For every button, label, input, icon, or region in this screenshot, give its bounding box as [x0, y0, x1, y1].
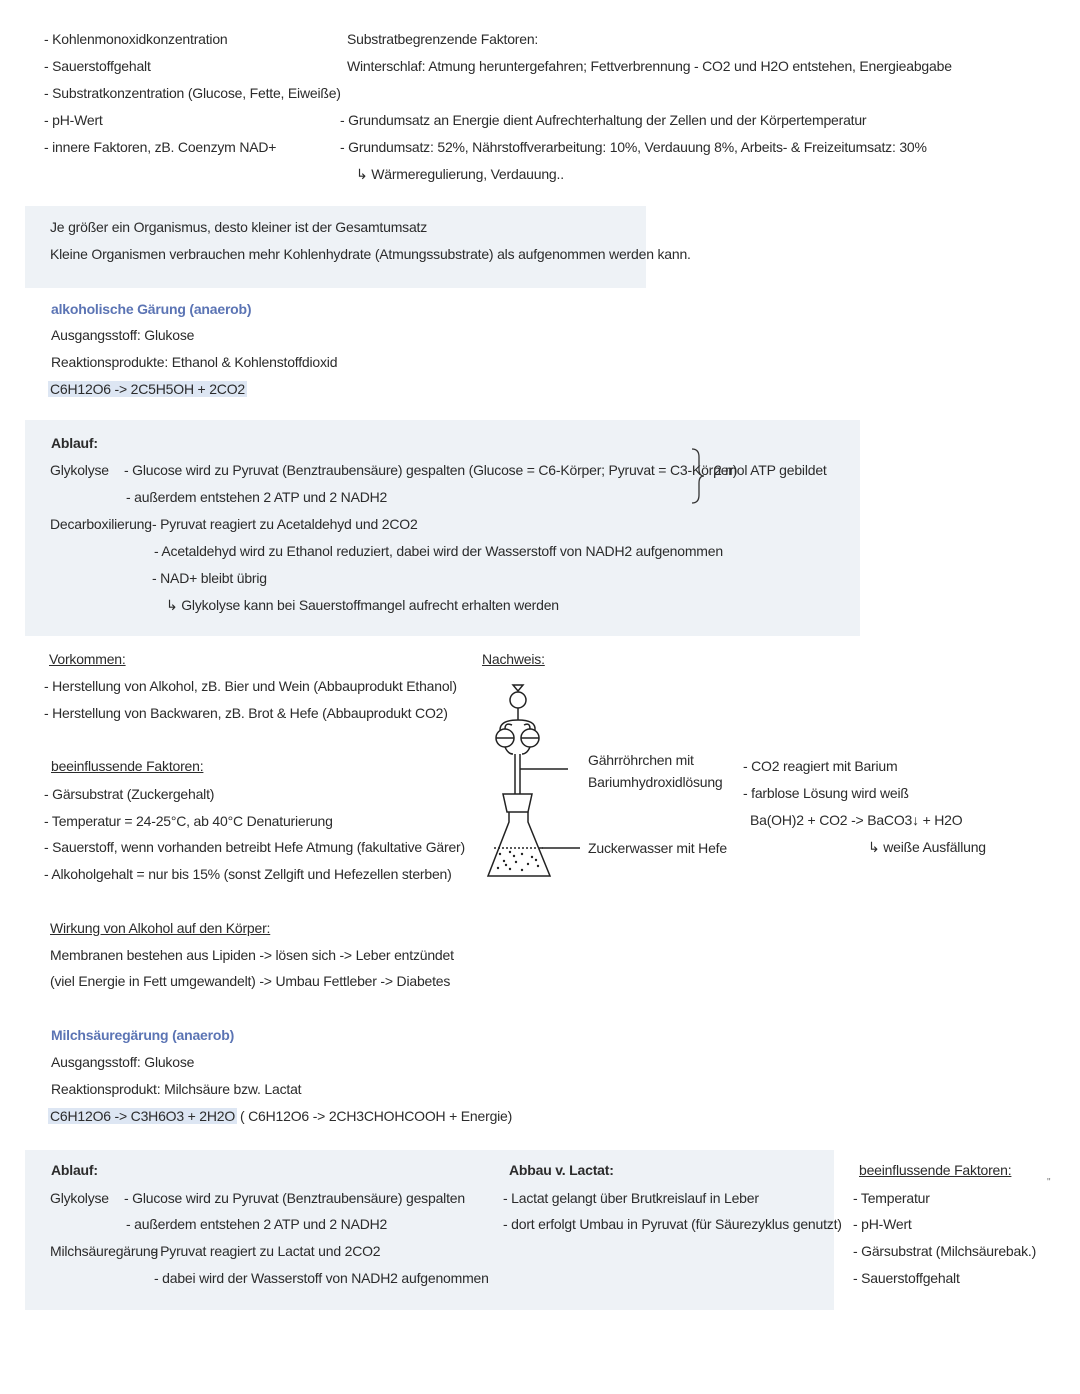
fermentation-apparatus-icon	[480, 680, 580, 885]
factor-item: - pH-Wert	[44, 112, 103, 128]
glykolyse-label: Glykolyse	[50, 462, 109, 478]
factor-item: - Kohlenmonoxidkonzentration	[44, 31, 228, 47]
nachweis-title: Nachweis:	[482, 651, 545, 667]
note-line-2: Kleine Organismen verbrauchen mehr Kohlenhydrate (Atmungssubstrate) als aufgenommen werden kann.	[50, 246, 691, 262]
milchsaeure-step-2: - dabei wird der Wasserstoff von NADH2 aufgenommen	[154, 1270, 489, 1286]
wirkung-title: Wirkung von Alkohol auf den Körper:	[50, 920, 271, 936]
reaction-line-2: - farblose Lösung wird weiß	[743, 785, 909, 801]
grundumsatz-text-1: - Grundumsatz an Energie dient Aufrechterhaltung der Zellen und der Körpertemperatur	[340, 112, 867, 128]
decarb-step-4: ↳ Glykolyse kann bei Sauerstoffmangel aufrecht erhalten werden	[166, 597, 559, 613]
reaction-formula: Ba(OH)2 + CO2 -> BaCO3↓ + H2O	[750, 812, 963, 828]
faktoren-item: - Gärsubstrat (Zuckergehalt)	[44, 786, 215, 802]
reaction-result: ↳ weiße Ausfällung	[868, 839, 986, 855]
stray-mark: "	[1047, 1177, 1051, 1188]
winterschlaf-text: Winterschlaf: Atmung heruntergefahren; Fettverbrennung - CO2 und H2O entstehen, Energieabgabe	[347, 58, 952, 74]
faktoren-item: - Sauerstoffgehalt	[853, 1270, 960, 1286]
vorkommen-title: Vorkommen:	[49, 651, 126, 667]
label-flask: Zuckerwasser mit Hefe	[588, 840, 727, 856]
faktoren-item: - pH-Wert	[853, 1216, 912, 1232]
atp-note: 2 mol ATP gebildet	[714, 462, 827, 478]
decarb-step-2: - Acetaldehyd wird zu Ethanol reduziert, dabei wird der Wasserstoff von NADH2 aufgenommen	[154, 543, 723, 559]
section-heading-alkohol: alkoholische Gärung (anaerob)	[51, 301, 252, 317]
section-heading-milchsaeure: Milchsäuregärung (anaerob)	[51, 1027, 235, 1043]
decarb-label: Decarboxilierung	[50, 516, 152, 532]
milchsaeure-step-1: - Pyruvat reagiert zu Lactat und 2CO2	[152, 1243, 381, 1259]
factor-item: - Substratkonzentration (Glucose, Fette, Eiweiße)	[44, 85, 341, 101]
milch-formel: C6H12O6 -> C3H6O3 + 2H2O	[50, 1108, 236, 1124]
return-arrow-icon: ↳	[166, 597, 182, 613]
glykolyse-step-2: - außerdem entstehen 2 ATP und 2 NADH2	[126, 1216, 388, 1232]
milch-ausgang: Ausgangsstoff: Glukose	[51, 1054, 195, 1070]
alk-formel: C6H12O6 -> 2C5H5OH + 2CO2	[50, 381, 245, 397]
abbau-line-2: - dort erfolgt Umbau in Pyruvat (für Säurezyklus genutzt)	[503, 1216, 842, 1232]
faktoren-item: - Sauerstoff, wenn vorhanden betreibt Hefe Atmung (fakultative Gärer)	[44, 839, 465, 855]
return-arrow-icon: ↳	[356, 166, 372, 182]
milch-formel-2: ( C6H12O6 -> 2CH3CHOHCOOH + Energie)	[240, 1108, 513, 1124]
wirkung-line-2: (viel Energie in Fett umgewandelt) -> Umbau Fettleber -> Diabetes	[50, 973, 451, 989]
label-tube-2: Bariumhydroxidlösung	[588, 774, 723, 790]
decarb-step-1: - Pyruvat reagiert zu Acetaldehyd und 2CO2	[152, 516, 418, 532]
substrate-title: Substratbegrenzende Faktoren:	[347, 31, 539, 47]
alk-ausgang: Ausgangsstoff: Glukose	[51, 327, 195, 343]
faktoren-item: - Temperatur	[853, 1190, 930, 1206]
wirkung-line-1: Membranen bestehen aus Lipiden -> lösen sich -> Leber entzündet	[50, 947, 454, 963]
alk-produkte: Reaktionsprodukte: Ethanol & Kohlenstoffdioxid	[51, 354, 338, 370]
milch-produkt: Reaktionsprodukt: Milchsäure bzw. Lactat	[51, 1081, 302, 1097]
faktoren-title: beeinflussende Faktoren:	[51, 758, 204, 774]
note-line-1: Je größer ein Organismus, desto kleiner ist der Gesamtumsatz	[50, 219, 428, 235]
return-arrow-icon: ↳	[868, 839, 884, 855]
faktoren-item: - Alkoholgehalt = nur bis 15% (sonst Zellgift und Hefezellen sterben)	[44, 866, 452, 882]
ablauf-title: Ablauf:	[51, 1162, 98, 1178]
milchsaeure-label: Milchsäuregärung	[50, 1243, 159, 1259]
faktoren-item: - Gärsubstrat (Milchsäurebak.)	[853, 1243, 1037, 1259]
curly-brace	[690, 447, 706, 505]
glykolyse-label: Glykolyse	[50, 1190, 109, 1206]
glykolyse-step-1: - Glucose wird zu Pyruvat (Benztraubensäure) gespalten	[124, 1190, 465, 1206]
faktoren-item: - Temperatur = 24-25°C, ab 40°C Denaturierung	[44, 813, 333, 829]
grundumsatz-text-2: - Grundumsatz: 52%, Nährstoffverarbeitung: 10%, Verdauung 8%, Arbeits- & Freizeitumsatz: 30%	[340, 139, 927, 155]
reaction-line-1: - CO2 reagiert mit Barium	[743, 758, 898, 774]
abbau-line-1: - Lactat gelangt über Brutkreislauf in Leber	[503, 1190, 759, 1206]
decarb-step-3: - NAD+ bleibt übrig	[152, 570, 267, 586]
label-tube-1: Gährröhrchen mit	[588, 752, 694, 768]
abbau-title: Abbau v. Lactat:	[509, 1162, 614, 1178]
ablauf-title: Ablauf:	[51, 435, 98, 451]
vorkommen-item: - Herstellung von Alkohol, zB. Bier und Wein (Abbauprodukt Ethanol)	[44, 678, 457, 694]
vorkommen-item: - Herstellung von Backwaren, zB. Brot & Hefe (Abbauprodukt CO2)	[44, 705, 448, 721]
glykolyse-step-1: - Glucose wird zu Pyruvat (Benztraubensäure) gespalten (Glucose = C6-Körper; Pyruvat = C3-Körper)	[124, 462, 738, 478]
factor-item: - innere Faktoren, zB. Coenzym NAD+	[44, 139, 277, 155]
factor-item: - Sauerstoffgehalt	[44, 58, 151, 74]
faktoren-title: beeinflussende Faktoren:	[859, 1162, 1012, 1178]
arrow-line: ↳ Wärmeregulierung, Verdauung..	[356, 166, 564, 182]
glykolyse-step-2: - außerdem entstehen 2 ATP und 2 NADH2	[126, 489, 388, 505]
